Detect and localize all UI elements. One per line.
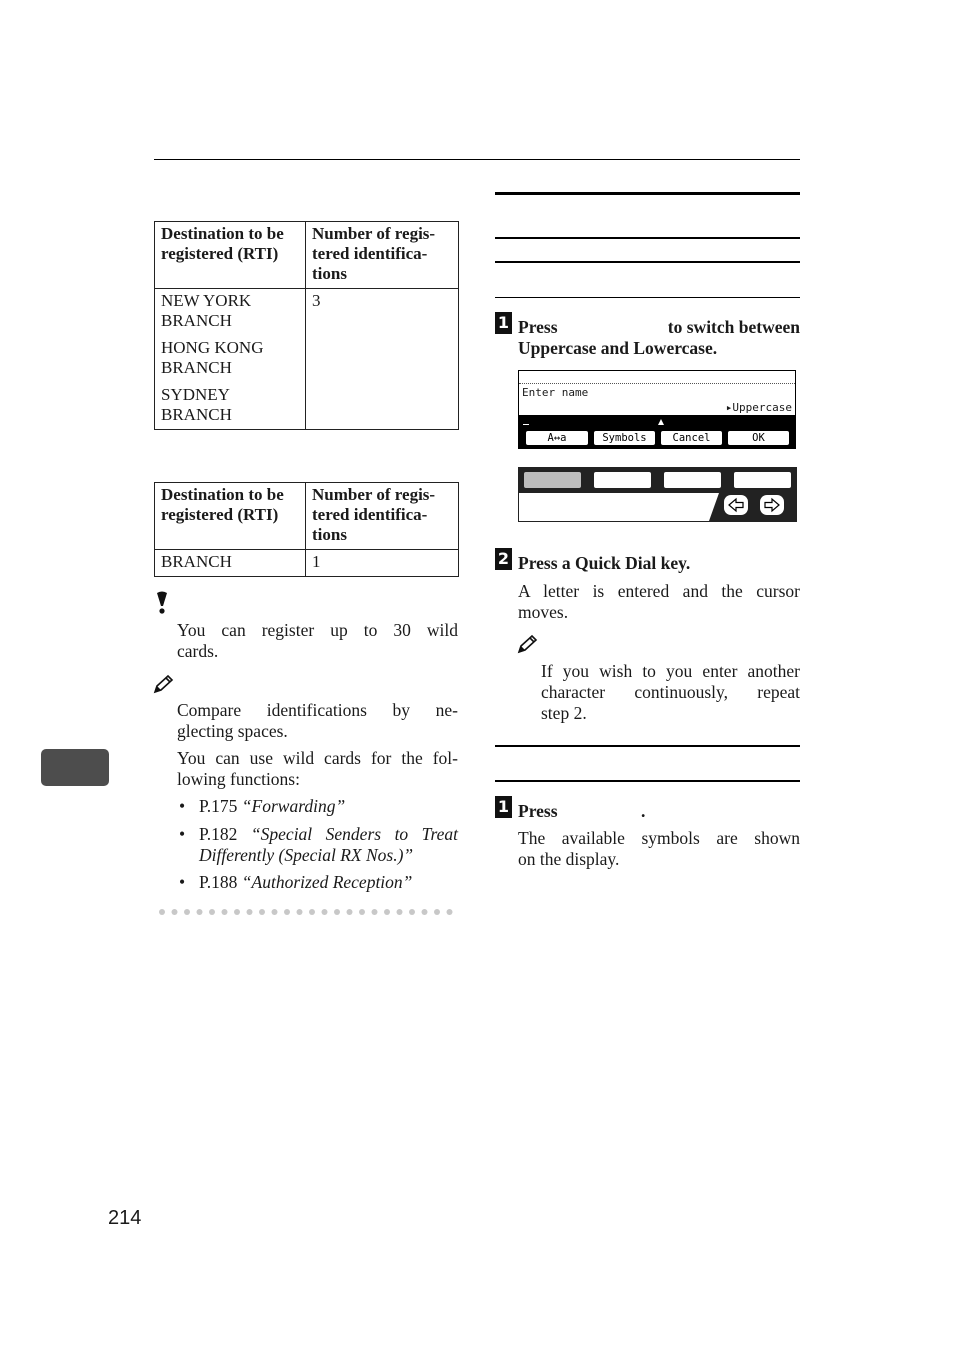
note-text: step 2.	[541, 703, 587, 723]
destination-name: HONG KONG BRANCH	[161, 338, 264, 377]
limitation-text: You can register up to 30 wild	[177, 620, 458, 640]
lcd-scroll-marker	[658, 419, 664, 425]
toggle-case-button[interactable]: A↔a	[525, 430, 589, 446]
step-instruction: Press a Quick Dial key.	[518, 553, 691, 573]
note-text: Compare identifications by ne-	[177, 700, 458, 720]
wildcard-example-table-2	[154, 482, 459, 577]
destination-name: NEW YORK BRANCH	[161, 291, 252, 330]
lcd-input-bar	[519, 415, 795, 427]
step-number: 1	[495, 312, 512, 334]
note-text: character continuously, repeat	[541, 682, 800, 702]
step-description: on the display.	[518, 849, 620, 869]
table-header-cell: Number of regis-tered identifica-tions	[306, 483, 459, 550]
step-instruction: Press	[518, 317, 558, 337]
table-cell: BRANCH	[155, 550, 306, 577]
page-number: 214	[108, 1207, 142, 1229]
lcd-cursor	[523, 424, 529, 425]
step-description: moves.	[518, 602, 569, 622]
list-item[interactable]	[199, 824, 458, 845]
section-rule-thick	[495, 192, 800, 195]
table-cell: 3	[306, 289, 459, 430]
table-row	[155, 550, 459, 577]
reference-title: “Special Senders to Treat	[250, 824, 458, 844]
pencil-icon	[517, 634, 539, 654]
arrow-left-icon[interactable]	[723, 494, 749, 516]
section-rule	[495, 780, 800, 782]
function-key[interactable]	[664, 472, 721, 488]
step-description: The available symbols are shown	[518, 828, 800, 848]
limitation-text: cards.	[177, 641, 219, 661]
section-rule	[495, 745, 800, 747]
table-header-cell: Destination to be registered (RTI)	[155, 483, 306, 550]
list-item[interactable]	[199, 796, 345, 817]
lcd-top-dots	[519, 383, 795, 384]
step-instruction: Uppercase and Lowercase.	[518, 338, 718, 358]
section-rule	[495, 237, 800, 239]
wildcard-example-table-1	[154, 221, 459, 430]
header-rule	[154, 159, 800, 160]
table-cell	[155, 289, 306, 430]
section-rule	[495, 261, 800, 263]
cancel-button[interactable]: Cancel	[660, 430, 723, 446]
note-text: If you wish to you enter another	[541, 661, 800, 681]
pencil-icon	[153, 674, 175, 694]
table-header-row	[155, 483, 459, 550]
function-key[interactable]	[594, 472, 651, 488]
note-text: You can use wild cards for the fol-	[177, 748, 458, 768]
function-key[interactable]	[734, 472, 791, 488]
note-text: glecting spaces.	[177, 721, 288, 741]
destination-name: SYDNEY BRANCH	[161, 385, 232, 424]
symbols-button[interactable]: Symbols	[593, 430, 656, 446]
page-reference: P.175	[199, 796, 238, 816]
step-number: 1	[495, 796, 512, 818]
reference-title: Differently (Special RX Nos.)”	[199, 845, 414, 865]
page-reference: P.182	[199, 824, 238, 844]
reference-title: “Authorized Reception”	[241, 872, 413, 892]
lcd-title: Enter name	[522, 386, 589, 399]
exclamation-icon	[153, 591, 171, 615]
arrow-right-icon[interactable]	[759, 494, 785, 516]
table-header-cell: Number of regis-tered identifica-tions	[306, 222, 459, 289]
function-key-selected[interactable]	[524, 472, 581, 488]
dotted-separator	[158, 907, 459, 917]
bullet-icon: •	[179, 796, 186, 816]
step-instruction-period: .	[641, 801, 646, 821]
section-rule-thin	[495, 297, 800, 298]
table-cell: 1	[306, 550, 459, 577]
chapter-tab-marker	[41, 749, 109, 786]
table-header-cell: Destination to be registered (RTI)	[155, 222, 306, 289]
bullet-icon: •	[179, 824, 186, 844]
reference-title: “Forwarding”	[241, 796, 346, 816]
list-item[interactable]	[199, 872, 412, 893]
bullet-icon: •	[179, 872, 186, 892]
step-instruction: to switch between	[667, 317, 800, 337]
step-instruction: Press	[518, 801, 558, 821]
table-row	[155, 289, 459, 430]
page-reference: P.188	[199, 872, 238, 892]
table-header-row	[155, 222, 459, 289]
step-description: A letter is entered and the cursor	[518, 581, 800, 601]
ok-button[interactable]: OK	[727, 430, 790, 446]
step-number: 2	[495, 548, 512, 570]
note-text: lowing functions:	[177, 769, 300, 789]
lcd-mode: ▸Uppercase	[725, 401, 792, 414]
